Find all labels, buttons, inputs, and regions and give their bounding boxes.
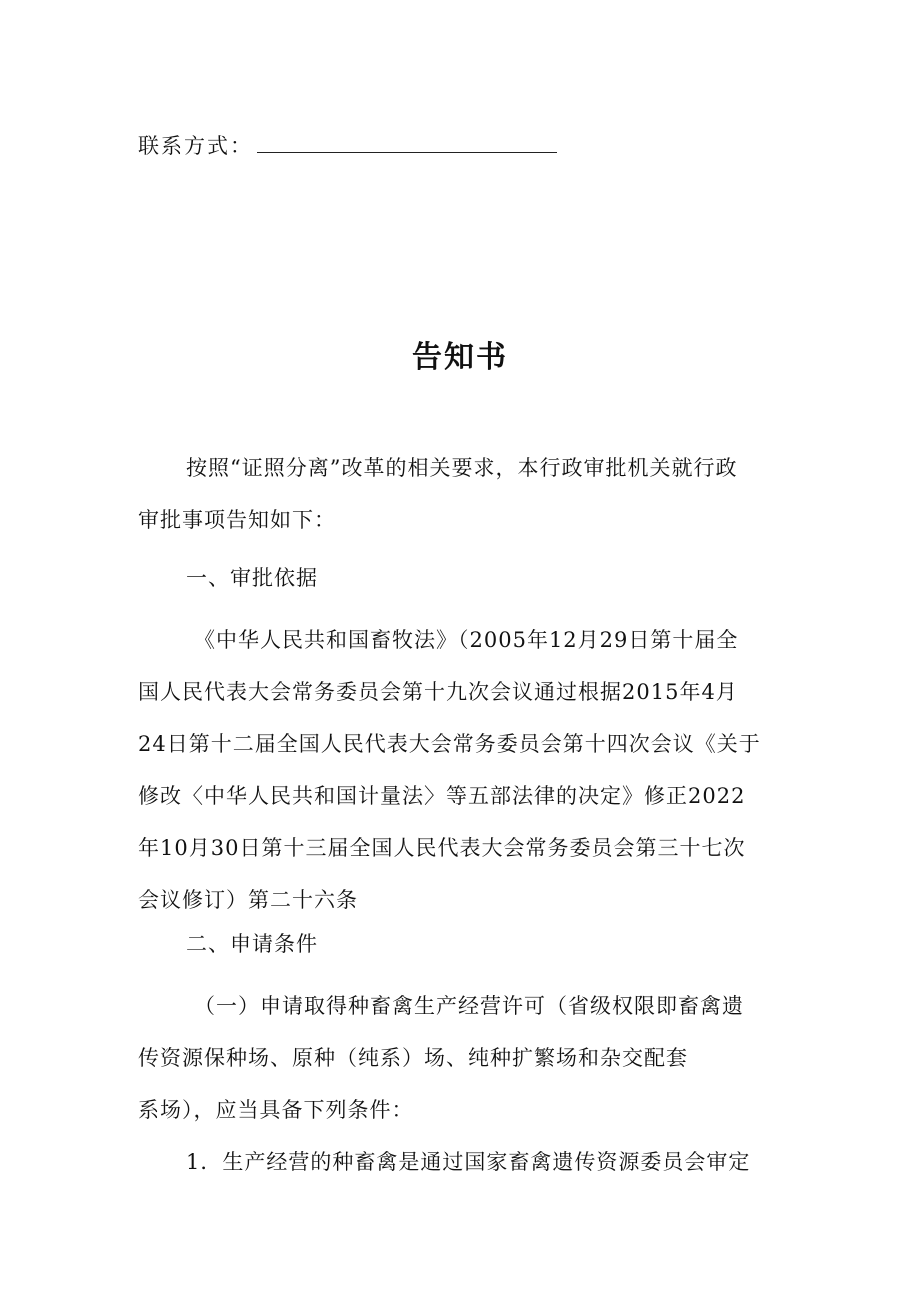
section2-sub1 — [138, 980, 784, 1136]
body-line: 传资源保种场、原种（纯系）场、纯种扩繁场和杂交配套 — [138, 1046, 688, 1070]
body-line: 会议修订）第二十六条 — [138, 888, 358, 912]
contact-blank-field[interactable] — [257, 132, 557, 153]
body-line: 《中华人民共和国畜牧法》（2005年12月29日第十届全 — [194, 628, 739, 652]
section1-body — [138, 614, 784, 926]
body-line: 1．生产经营的种畜禽是通过国家畜禽遗传资源委员会审定 — [186, 1150, 751, 1174]
document-title: 告知书 — [412, 340, 508, 375]
contact-line — [138, 130, 557, 160]
intro-paragraph — [138, 442, 784, 546]
section2-item1 — [138, 1136, 784, 1188]
section-heading — [138, 918, 784, 970]
section2-heading: 二、申请条件 — [186, 932, 318, 956]
body-line: 系场），应当具备下列条件： — [138, 1098, 414, 1122]
body-line: （一）申请取得种畜禽生产经营许可（省级权限即畜禽遗 — [194, 994, 744, 1018]
intro-line: 按照“证照分离”改革的相关要求，本行政审批机关就行政 — [186, 456, 738, 480]
contact-label: 联系方式： — [138, 134, 253, 158]
body-line: 国人民代表大会常务委员会第十九次会议通过根据2015年4月 — [138, 680, 738, 704]
section1-heading: 一、审批依据 — [186, 566, 318, 590]
intro-line: 审批事项告知如下： — [138, 508, 336, 532]
body-line: 年10月30日第十三届全国人民代表大会常务委员会第三十七次 — [138, 836, 746, 860]
section-heading — [138, 552, 784, 604]
body-line: 24日第十二届全国人民代表大会常务委员会第十四次会议《关于 — [138, 732, 761, 756]
body-line: 修改〈中华人民共和国计量法〉等五部法律的决定》修正2022 — [138, 784, 746, 808]
